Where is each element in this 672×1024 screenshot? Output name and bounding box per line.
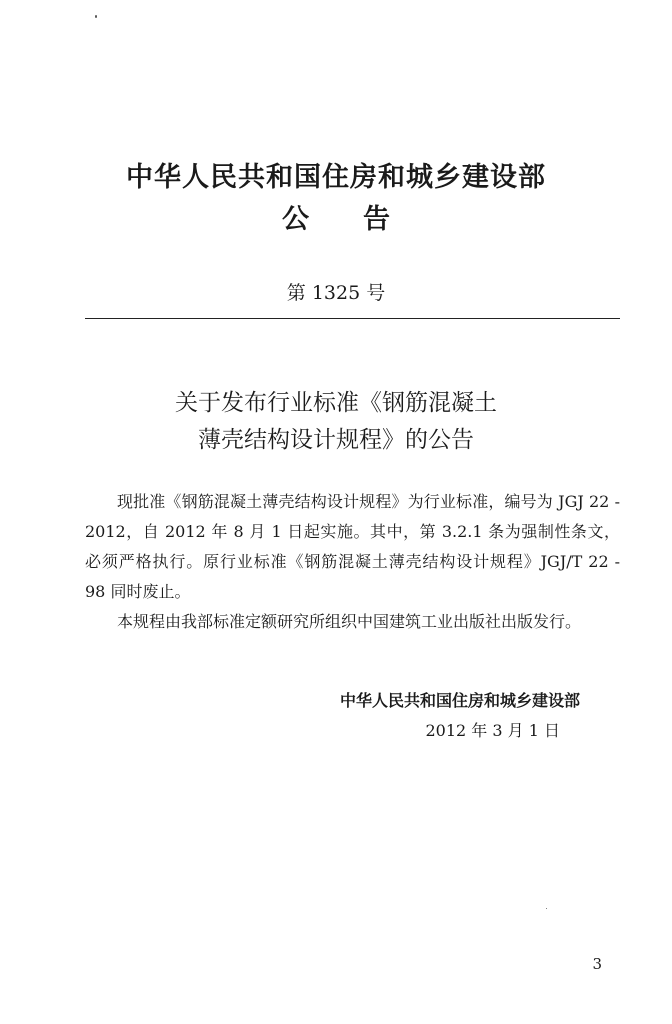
ministry-title: 中华人民共和国住房和城乡建设部 [126,162,546,193]
notice-body [85,487,620,637]
body-paragraph-1: 现批准《钢筋混凝土薄壳结构设计规程》为行业标准，编号为 JGJ 22 - 2012，自 2012 年 8 月 1 日起实施。其中，第 3.2.1 条为强制性条文，必须严格执行。原行业标准《钢筋混凝土薄壳结构设计规程》JGJ/T 22 - 98 同时废止。 [85,492,620,601]
notice-heading: 公 告 [282,204,390,235]
subject-line-1: 关于发布行业标准《钢筋混凝土 [175,390,497,416]
issuing-authority: 中华人民共和国住房和城乡建设部 [339,691,580,710]
header-divider [85,318,620,319]
scan-speck [95,15,97,18]
issue-date: 2012 年 3 月 1 日 [425,721,560,740]
notice-number: 第 1325 号 [286,282,386,304]
page-number: 3 [592,955,602,973]
notice-subject [0,385,672,459]
scan-speck [546,908,547,909]
body-paragraph-2: 本规程由我部标准定额研究所组织中国建筑工业出版社出版发行。 [117,612,582,631]
subject-line-2: 薄壳结构设计规程》的公告 [198,427,474,453]
